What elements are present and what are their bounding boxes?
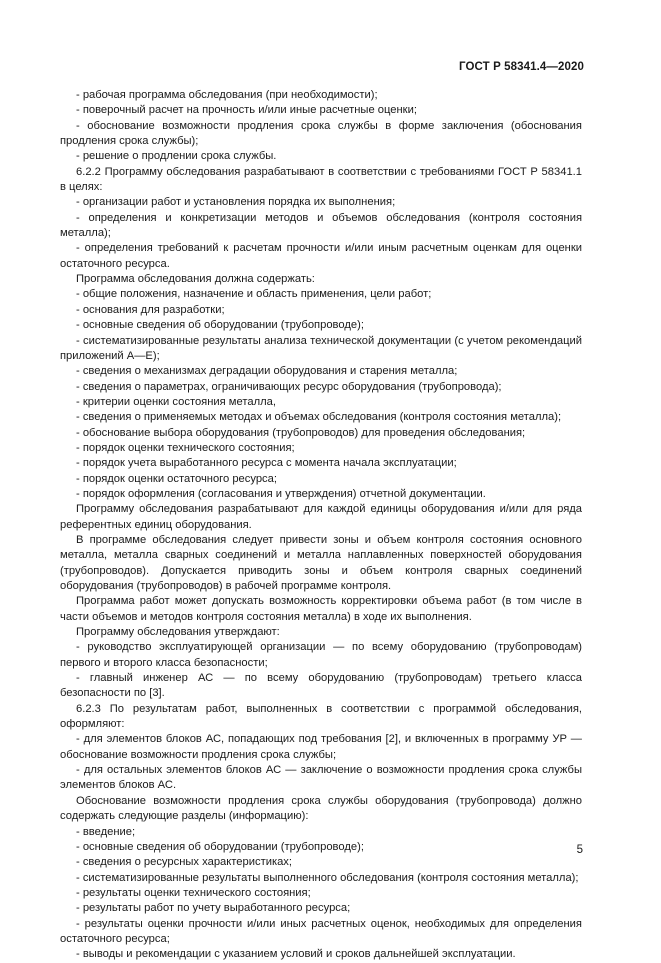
page-body	[60, 88, 582, 963]
paragraph: - результаты оценки технического состояния;	[76, 886, 311, 899]
paragraph: - результаты оценки прочности и/или иных расчетных оценок, необходимых для определения остаточного ресурса;	[60, 917, 582, 945]
paragraph: - общие положения, назначение и область применения, цели работ;	[76, 288, 432, 301]
paragraph: - определения требований к расчетам прочности и/или иным расчетным оценкам для оценки остаточного ресурса.	[60, 242, 582, 270]
paragraph: Программа работ может допускать возможность корректировки объема работ (в том числе в части объемов и методов контроля состояния металла) в ходе их выполнения.	[60, 595, 582, 623]
paragraph: Программу обследования утверждают:	[76, 626, 280, 639]
page-number: 5	[576, 844, 583, 856]
paragraph: - организации работ и установления порядка их выполнения;	[76, 196, 396, 209]
section-6-2-3: 6.2.3 По результатам работ, выполненных в соответствии с программой обследования, оформляют:	[60, 702, 582, 731]
paragraph: - порядок учета выработанного ресурса с момента начала эксплуатации;	[76, 457, 457, 470]
paragraph: - систематизированные результаты анализа технической документации (с учетом рекомендаций приложений А—Е);	[60, 334, 582, 362]
paragraph: - введение;	[76, 825, 136, 838]
paragraph: - рабочая программа обследования (при необходимости);	[76, 89, 378, 101]
paragraph: - главный инженер АС — по всему оборудованию (трубопроводам) третьего класса безопасности по [3].	[60, 672, 582, 700]
paragraph: - обоснование возможности продления срока службы в форме заключения (обоснования продления срока службы);	[60, 119, 582, 148]
paragraph: - систематизированные результаты выполненного обследования (контроля состояния металла);	[76, 871, 579, 884]
section-6-2-2: 6.2.2 Программу обследования разрабатывают в соответствии с требованиями ГОСТ Р 58341.1 в целях:	[60, 165, 582, 194]
paragraph: - поверочный расчет на прочность и/или иные расчетные оценки;	[76, 104, 417, 117]
paragraph: - для остальных элементов блоков АС — заключение о возможности продления срока службы элементов блоков АС.	[60, 764, 582, 792]
paragraph: - сведения о параметрах, ограничивающих ресурс оборудования (трубопровода);	[76, 380, 502, 393]
paragraph: - основания для разработки;	[76, 303, 225, 316]
paragraph: - решение о продлении срока службы.	[76, 150, 277, 163]
paragraph: - руководство эксплуатирующей организации — по всему оборудованию (трубопроводам) первого и второго класса безопасности;	[60, 641, 582, 669]
document-header: ГОСТ Р 58341.4—2020	[459, 61, 584, 73]
paragraph: - порядок оценки остаточного ресурса;	[76, 472, 277, 485]
paragraph: - критерии оценки состояния металла,	[76, 395, 276, 408]
paragraph: - сведения о механизмах деградации оборудования и старения металла;	[76, 365, 458, 378]
paragraph: - для элементов блоков АС, попадающих под требования [2], и включенных в программу УР — обоснование возможности продления срока службы;	[60, 733, 582, 761]
paragraph: Программу обследования разрабатывают для каждой единицы оборудования и/или для ряда референтных единиц оборудования.	[60, 503, 582, 531]
paragraph: - определения и конкретизации методов и объемов обследования (контроля состояния металла);	[60, 211, 582, 240]
paragraph: - выводы и рекомендации с указанием условий и сроков дальнейшей эксплуатации.	[76, 948, 516, 961]
paragraph: Обоснование возможности продления срока службы оборудования (трубопровода) должно содержать следующие разделы (информацию):	[60, 794, 582, 823]
paragraph: - сведения о применяемых методах и объемах обследования (контроля состояния металла);	[76, 411, 562, 424]
paragraph: - основные сведения об оборудовании (трубопроводе);	[76, 840, 364, 853]
paragraph: В программе обследования следует привести зоны и объем контроля состояния основного металла, металла сварных соединений и металла наплавленных поверхностей оборудования (трубопроводов). Допускается приводить зоны и объем контроля сварных соединений оборудования (трубопроводов) в рабочей программе контроля.	[60, 533, 582, 592]
paragraph: - результаты работ по учету выработанного ресурса;	[76, 902, 351, 915]
paragraph: - обоснование выбора оборудования (трубопроводов) для проведения обследования;	[76, 426, 526, 439]
paragraph: - порядок оценки технического состояния;	[76, 441, 295, 454]
paragraph: - сведения о ресурсных характеристиках;	[76, 856, 293, 869]
paragraph: - порядок оформления (согласования и утверждения) отчетной документации.	[76, 487, 486, 500]
paragraph: Программа обследования должна содержать:	[76, 273, 315, 286]
paragraph: - основные сведения об оборудовании (трубопроводе);	[76, 319, 364, 332]
